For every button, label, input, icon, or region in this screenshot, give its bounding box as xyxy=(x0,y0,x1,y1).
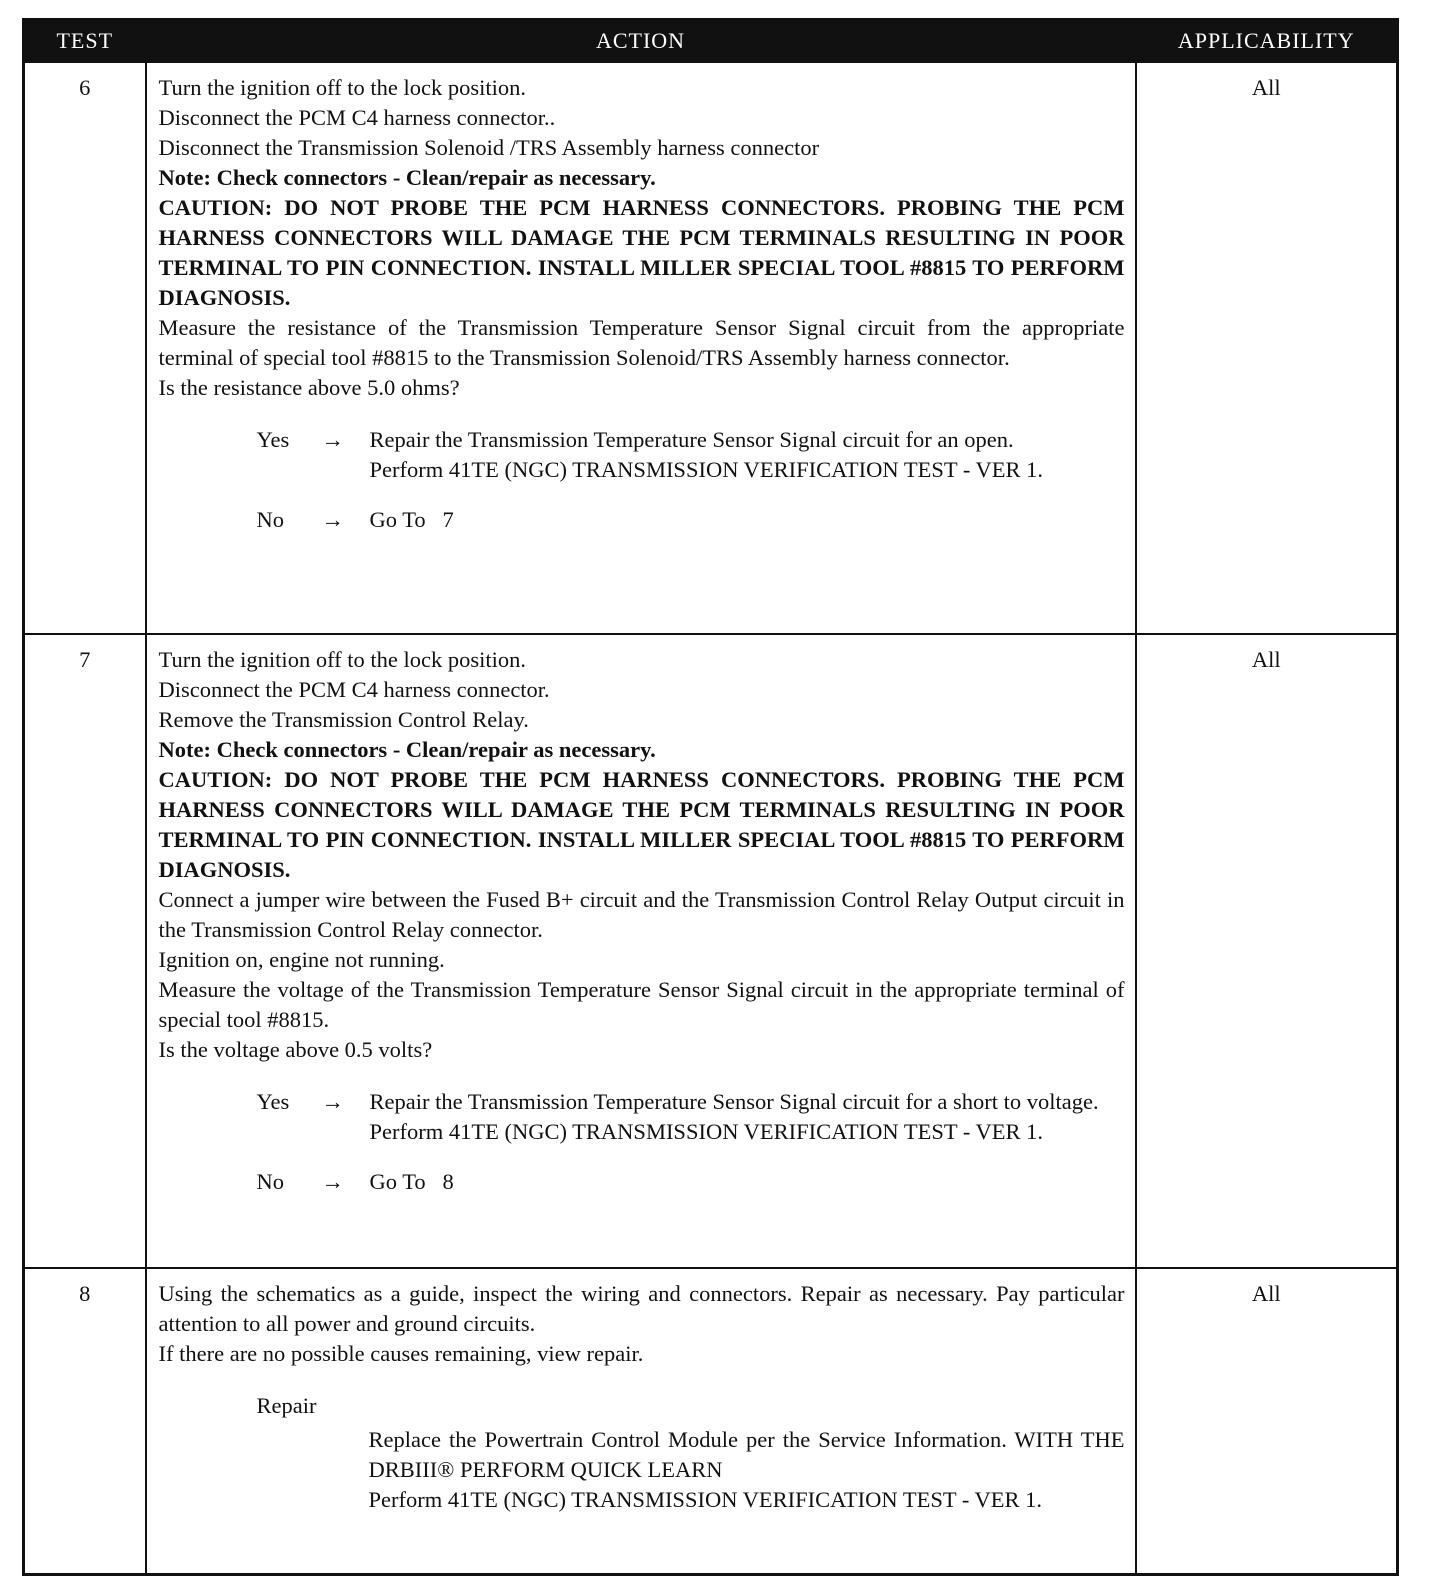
yes-perform: Perform 41TE (NGC) TRANSMISSION VERIFICATION TEST - VER 1. xyxy=(369,1119,1044,1144)
no-response xyxy=(257,1167,1125,1197)
yes-perform: Perform 41TE (NGC) TRANSMISSION VERIFICATION TEST - VER 1. xyxy=(369,457,1044,482)
test-number: 7 xyxy=(24,634,146,1268)
table-row xyxy=(24,634,1398,1268)
view-repair-step: If there are no possible causes remaining, view repair. xyxy=(158,1341,644,1366)
yes-label: Yes xyxy=(256,1089,290,1114)
header-applicability: APPLICABILITY xyxy=(1136,20,1398,63)
step: Measure the voltage of the Transmission Temperature Sensor Signal circuit in the appropriate terminal of special tool #8815. xyxy=(158,977,1125,1032)
measure-step: Measure the resistance of the Transmission Temperature Sensor Signal circuit from the appropriate terminal of special tool #8815 to the Transmission Solenoid/TRS Assembly harness connector. xyxy=(158,315,1125,370)
repair-instructions xyxy=(369,1425,1125,1515)
step: Disconnect the PCM C4 harness connector.. xyxy=(158,105,556,130)
no-response xyxy=(257,505,1125,535)
note: Note: Check connectors - Clean/repair as necessary. xyxy=(158,165,656,190)
table-header-row xyxy=(24,20,1398,63)
table-row xyxy=(24,62,1398,634)
test-number: 6 xyxy=(24,62,146,634)
repair-perform: Perform 41TE (NGC) TRANSMISSION VERIFICATION TEST - VER 1. xyxy=(368,1487,1043,1512)
step: Remove the Transmission Control Relay. xyxy=(158,707,529,732)
step: Turn the ignition off to the lock position. xyxy=(158,75,527,100)
applicability: All xyxy=(1136,1268,1398,1574)
arrow-icon: → xyxy=(321,427,344,452)
step: Turn the ignition off to the lock position. xyxy=(158,647,527,672)
yes-label: Yes xyxy=(256,427,290,452)
yes-repair: Repair the Transmission Temperature Sensor Signal circuit for an open. xyxy=(369,427,1014,452)
step: Disconnect the Transmission Solenoid /TRS Assembly harness connector xyxy=(158,135,820,160)
arrow-icon: → xyxy=(321,1089,344,1114)
action-cell xyxy=(146,62,1136,634)
caution: CAUTION: DO NOT PROBE THE PCM HARNESS CONNECTORS. PROBING THE PCM HARNESS CONNECTORS WILL DAMAGE THE PCM TERMINALS RESULTING IN POOR TERMINAL TO PIN CONNECTION. INSTALL MILLER SPECIAL TOOL #8815 TO PERFORM DIAGNOSIS. xyxy=(158,767,1125,882)
no-text: Go To 8 xyxy=(369,1169,454,1194)
yes-repair: Repair the Transmission Temperature Sensor Signal circuit for a short to voltage. xyxy=(369,1089,1099,1114)
step: Connect a jumper wire between the Fused B+ circuit and the Transmission Control Relay Output circuit in the Transmission Control Relay connector. xyxy=(158,887,1125,942)
action-cell xyxy=(146,1268,1136,1574)
diagnostic-table-sheet xyxy=(22,18,1396,1576)
step: Disconnect the PCM C4 harness connector. xyxy=(158,677,550,702)
caution: CAUTION: DO NOT PROBE THE PCM HARNESS CONNECTORS. PROBING THE PCM HARNESS CONNECTORS WILL DAMAGE THE PCM TERMINALS RESULTING IN POOR TERMINAL TO PIN CONNECTION. INSTALL MILLER SPECIAL TOOL #8815 TO PERFORM DIAGNOSIS. xyxy=(158,195,1125,310)
arrow-icon: → xyxy=(321,1169,344,1194)
note: Note: Check connectors - Clean/repair as necessary. xyxy=(158,737,656,762)
table-row xyxy=(24,1268,1398,1574)
yes-response xyxy=(257,425,1125,485)
yes-response xyxy=(257,1087,1125,1147)
diagnostic-table xyxy=(22,18,1399,1576)
repair-text: Replace the Powertrain Control Module per the Service Information. WITH THE DRBIII® PERFORM QUICK LEARN xyxy=(368,1427,1125,1482)
yes-text xyxy=(370,425,1125,485)
arrow-icon: → xyxy=(321,507,344,532)
no-label: No xyxy=(256,507,284,532)
applicability: All xyxy=(1136,634,1398,1268)
repair-label: Repair xyxy=(256,1393,317,1418)
question: Is the resistance above 5.0 ohms? xyxy=(158,375,460,400)
no-text: Go To 7 xyxy=(369,507,454,532)
header-test: TEST xyxy=(24,20,146,63)
action-cell xyxy=(146,634,1136,1268)
no-label: No xyxy=(256,1169,284,1194)
yes-text xyxy=(370,1087,1125,1147)
step: Ignition on, engine not running. xyxy=(158,947,445,972)
question: Is the voltage above 0.5 volts? xyxy=(158,1037,433,1062)
applicability: All xyxy=(1136,62,1398,634)
inspect-step: Using the schematics as a guide, inspect the wiring and connectors. Repair as necessary. Pay particular attention to all power and ground circuits. xyxy=(158,1281,1125,1336)
test-number: 8 xyxy=(24,1268,146,1574)
header-action: ACTION xyxy=(146,20,1136,63)
